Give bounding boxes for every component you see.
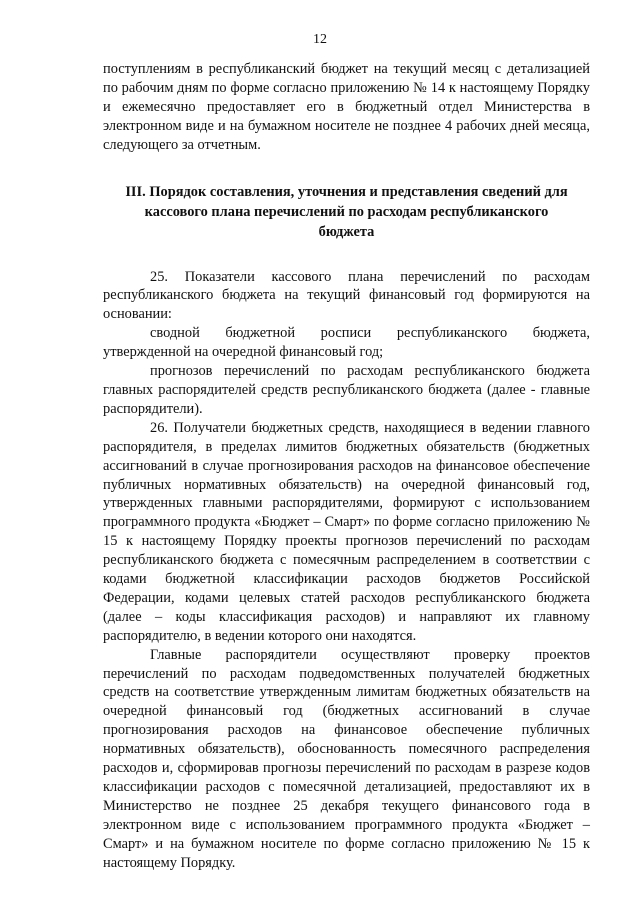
page-number: 12 xyxy=(313,32,327,47)
paragraph-main-managers-check: Главные распорядители осуществляют проверку проектов перечислений по расходам подведомственных получателей бюджетных средств на соответствие утвержденным лимитам бюджетных обязательств на очередной финансовый год (бюджетных ассигнований в случае прогнозирования расходов на финансовое обеспечение публичных нормативных обязательств), обоснованность помесячного распределения расходов и, сформировав прогнозы перечислений по расходам в разрезе кодов классификации расходов с помесячной детализацией, предоставляют их в Министерство не позднее 25 декабря текущего финансового года в электронном виде с использованием программного продукта «Бюджет – Смарт» и на бумажном носителе по форме согласно приложению № 15 к настоящему Порядку. xyxy=(103,646,590,871)
document-body xyxy=(103,60,590,873)
section-heading-line-1: III. Порядок составления, уточнения и представления сведений для xyxy=(125,183,568,200)
section-heading-line-2: кассового плана перечислений по расходам республиканского xyxy=(144,203,549,220)
paragraph-basis-forecasts: прогнозов перечислений по расходам республиканского бюджета главных распорядителей средств республиканского бюджета (далее - главные распорядители). xyxy=(103,363,590,417)
intro-paragraph: поступлениям в республиканский бюджет на текущий месяц с детализацией по рабочим дням по форме согласно приложению № 14 к настоящему Порядку и ежемесячно предоставляет его в бюджетный отдел Министерства в электронном виде и на бумажном носителе не позднее 4 рабочих дней месяца, следующего за отчетным. xyxy=(103,61,590,153)
section-heading-line-3: бюджета xyxy=(318,223,375,240)
paragraph-26: 26. Получатели бюджетных средств, находящиеся в ведении главного распорядителя, в пределах лимитов бюджетных обязательств (бюджетных ассигнований в случае прогнозирования расходов на финансовое обеспечение публичных нормативных обязательств) на очередной финансовый год, утвержденных главными распорядителями, формируют с использованием программного продукта «Бюджет – Смарт» по форме согласно приложению № 15 к настоящему Порядку проекты прогнозов перечислений по расходам республиканского бюджета с помесячным распределением в соответствии с кодами бюджетной классификации расходов бюджетов Российской Федерации, кодами целевых статей расходов республиканского бюджета (далее – коды классификация расходов) и направляют их главному распорядителю, в ведении которого они находятся. xyxy=(103,419,590,644)
paragraph-25: 25. Показатели кассового плана перечислений по расходам республиканского бюджета на текущий финансовый год формируются на основании: xyxy=(103,268,590,323)
paragraph-basis-budget-list: сводной бюджетной росписи республиканского бюджета, утвержденной на очередной финансовый год; xyxy=(103,325,590,361)
section-heading xyxy=(103,182,590,242)
